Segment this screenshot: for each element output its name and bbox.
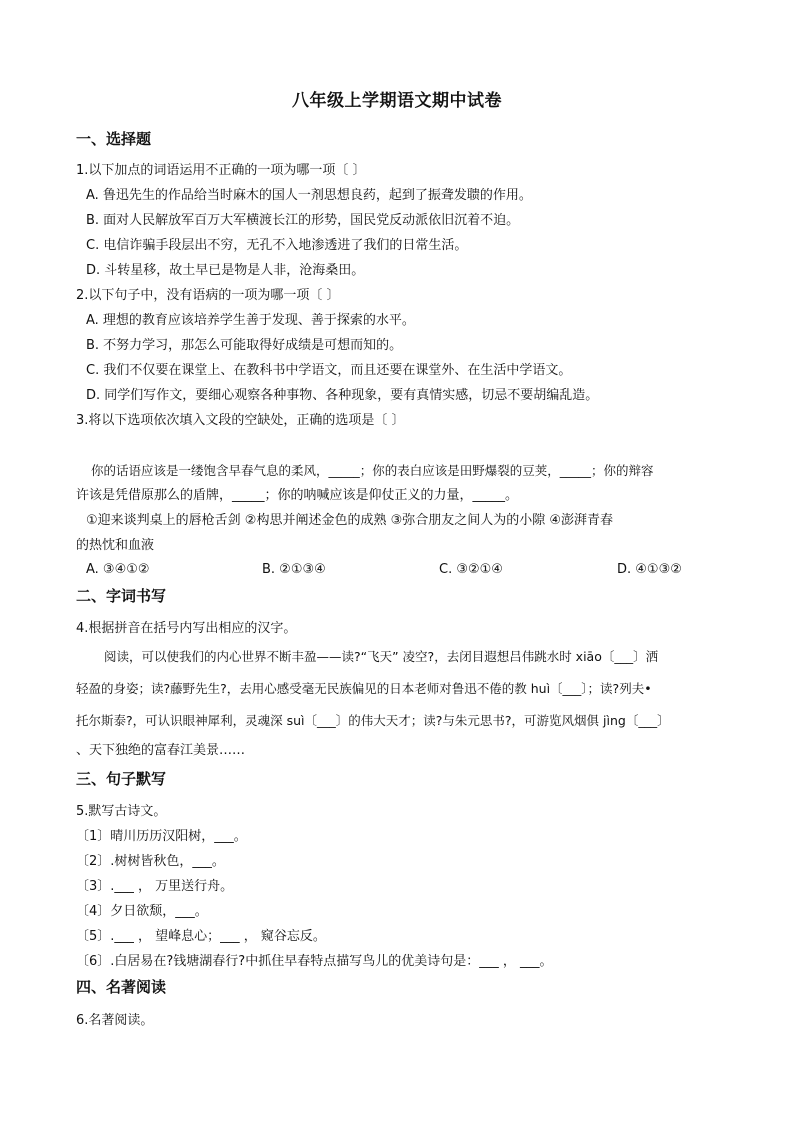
- question-1-option-d: D. 斗转星移，故土早已是物是人非，沧海桑田。: [86, 263, 365, 278]
- question-4-passage-line-4: 、天下独绝的富春江美景……: [76, 743, 246, 758]
- section-heading-classics: 四、名著阅读: [76, 978, 167, 996]
- question-5-stem: 5.默写古诗文。: [76, 804, 167, 819]
- question-5-line-6: 〔6〕.白居易在?钱塘湖春行?中抓住早春特点描写鸟儿的优美诗句是：___ ， ___。: [76, 954, 553, 969]
- question-3-option-d: D. ④①③②: [617, 562, 682, 577]
- section-heading-choice: 一、选择题: [76, 130, 152, 148]
- question-3-items-line-1: ①迎来谈判桌上的唇枪舌剑 ②构思并阐述金色的成熟 ③弥合朋友之间人为的小隙 ④澎湃青春: [86, 513, 614, 528]
- question-4-stem: 4.根据拼音在括号内写出相应的汉字。: [76, 621, 297, 636]
- section-heading-recitation: 三、句子默写: [76, 770, 167, 788]
- question-3-passage-line-2: 许该是凭借原那么的盾牌，_____；你的呐喊应该是仰仗正义的力量，_____。: [76, 488, 519, 503]
- question-4-passage-line-1: 阅读，可以使我们的内心世界不断丰盈——读?“飞天” 凌空?，去闭目遐想吕伟跳水时 xiāo〔___〕洒: [104, 649, 659, 664]
- question-4-passage-line-2: 轻盈的身姿；读?藤野先生?，去用心感受毫无民族偏见的日本老师对鲁迅不倦的教 huì〔___〕；读?列夫•: [76, 681, 652, 696]
- question-1-option-c: C. 电信诈骗手段层出不穷，无孔不入地渗透进了我们的日常生活。: [86, 238, 468, 253]
- question-4-passage-line-3: 托尔斯泰?，可认识眼神犀利，灵魂深 suì〔___〕的伟大天才；读?与朱元思书?，可游览风烟俱 jìng〔___〕: [76, 713, 670, 728]
- page-title: 八年级上学期语文期中试卷: [292, 91, 502, 111]
- question-1-option-a: A. 鲁迅先生的作品给当时麻木的国人一剂思想良药，起到了振聋发聩的作用。: [86, 188, 532, 203]
- question-6-stem: 6.名著阅读。: [76, 1013, 154, 1028]
- question-2-option-b: B. 不努力学习，那怎么可能取得好成绩是可想而知的。: [86, 338, 403, 353]
- question-1-option-b: B. 面对人民解放军百万大军横渡长江的形势，国民党反动派依旧沉着不迫。: [86, 213, 520, 228]
- question-5-line-2: 〔2〕.树树皆秋色，___。: [76, 854, 225, 869]
- question-5-line-1: 〔1〕晴川历历汉阳树，___。: [76, 829, 247, 844]
- question-3-items-line-2: 的热忱和血液: [76, 538, 155, 553]
- question-1-stem: 1.以下加点的词语运用不正确的一项为哪一项〔 〕: [76, 163, 366, 178]
- question-2-option-d: D. 同学们写作文，要细心观察各种事物、各种现象，要有真情实感，切忌不要胡编乱造。: [86, 388, 599, 403]
- question-5-line-3: 〔3〕.___ ， 万里送行舟。: [76, 879, 234, 894]
- question-3-option-a: A. ③④①②: [86, 562, 150, 577]
- question-2-stem: 2.以下句子中，没有语病的一项为哪一项〔 〕: [76, 288, 340, 303]
- question-3-option-c: C. ③②①④: [439, 562, 503, 577]
- question-3-option-b: B. ②①③④: [262, 562, 326, 577]
- section-heading-words: 二、字词书写: [76, 587, 167, 605]
- question-3-passage-line-1: 你的话语应该是一缕饱含早春气息的柔风，_____；你的表白应该是田野爆裂的豆荚，_____；你的辩容: [91, 463, 654, 478]
- question-5-line-4: 〔4〕夕日欲颓，___。: [76, 904, 208, 919]
- question-2-option-a: A. 理想的教育应该培养学生善于发现、善于探索的水平。: [86, 313, 415, 328]
- question-5-line-5: 〔5〕.___ ， 望峰息心；___ ， 窥谷忘反。: [76, 929, 326, 944]
- question-2-option-c: C. 我们不仅要在课堂上、在教科书中学语文，而且还要在课堂外、在生活中学语文。: [86, 363, 572, 378]
- question-3-stem: 3.将以下选项依次填入文段的空缺处，正确的选项是〔 〕: [76, 413, 405, 428]
